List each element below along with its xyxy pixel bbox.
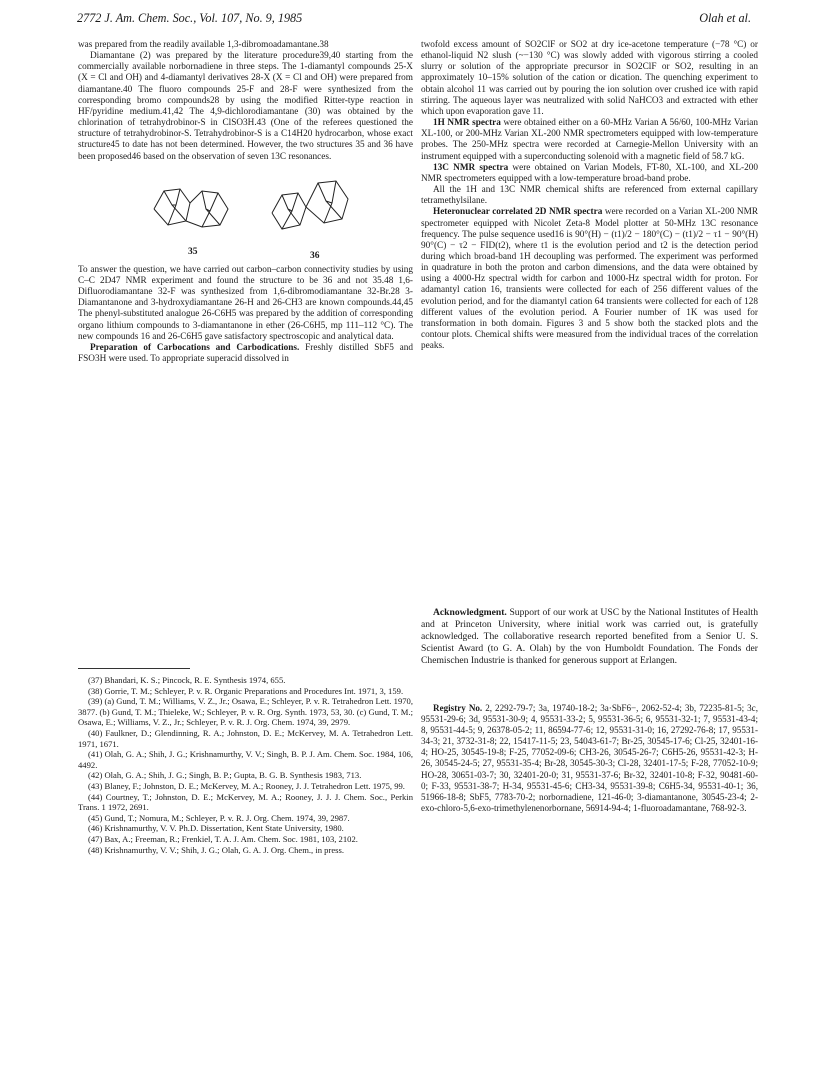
right-column: [421, 40, 758, 352]
structures-figure: [78, 169, 413, 265]
registry-heading: Registry No.: [433, 703, 483, 713]
section-heading: Preparation of Carbocations and Carbodications.: [90, 342, 300, 353]
reference-item: (41) Olah, G. A.; Shih, J. G.; Krishnamurthy, V. V.; Singh, B. P. J. Am. Chem. Soc. 1984, 106, 4492.: [78, 749, 413, 770]
reference-item: (44) Courtney, T.; Johnston, D. E.; McKervey, M. A.; Rooney, J. J. J. Chem. Soc., Perkin Trans. 1 1972, 2691.: [78, 791, 413, 813]
paragraph: [421, 207, 758, 352]
ack-text: Support of our work at USC by the National Institutes of Health and at Princeton University, where initial work was carried out, is gratefully acknowledged. The collaborative research reported benefited from a Senior U. S. Scientist Award (to G. A. Olah) by the von Humboldt Foundation. The Fonds der Chemischen Industrie is thanked for generous support at Erlangen.: [421, 607, 758, 667]
ack-heading: Acknowledgment.: [433, 607, 507, 618]
ack-paragraph: [421, 607, 758, 667]
footnote-rule: [78, 668, 190, 669]
reference-item: (48) Krishnamurthy, V. V.; Shih, J. G.; Olah, G. A. J. Org. Chem., in press.: [88, 844, 344, 855]
structure-36-label: 36: [310, 250, 320, 261]
reference-item: (38) Gorrie, T. M.; Schleyer, P. v. R. Organic Preparations and Procedures Int. 1971, 3, 159.: [88, 685, 404, 696]
registry-paragraph: [421, 703, 758, 814]
reference-item: (40) Faulkner, D.; Glendinning, R. A.; Johnston, D. E.; McKervey, M. A. Tetrahedron Lett. 1971, 1671.: [78, 727, 413, 749]
references-list: [78, 675, 413, 855]
paragraph-text: were obtained either on a 60-MHz Varian A 56/60, 100-MHz Varian XL-100, or 200-MHz Varian XL-200 NMR spectrometers equipped with low-temperature probes. The 250-MHz spectra were recorded at Carnegie-Mellon University with an instrument equipped with a superconducting solenoid with a magnetic field of 58.7 kG.: [421, 118, 758, 162]
reference-item: (37) Bhandari, K. S.; Pincock, R. E. Synthesis 1974, 655.: [88, 675, 286, 685]
reference-item: (42) Olah, G. A.; Shih, J. G.; Singh, B. P.; Gupta, B. G. B. Synthesis 1983, 713.: [88, 770, 362, 781]
section-heading: 13C NMR spectra: [433, 162, 509, 173]
paragraph: Diamantane (2) was prepared by the literature procedure39,40 starting from the commercially available norbornadiene in three steps. The 1-diamantyl compounds 25-X (X = Cl and OH) and 4-diamantyl derivatives 28-X (X = Cl and OH) were prepared from diamantane.40 The fluoro compounds 25-F and 28-F were synthesized from the corresponding bromo compounds28 by using the modified Ritter-type reaction in HF/pyridine medium.41,42 The 4,9-dichlorodiamantane (30) was obtained by the chlorination of tetrahydrobinor-S in ClSO3H.43 (One of the referees questioned the structure of tetrahydrobinor-S. Tetrahydrobinor-S is a C14H20 hydrocarbon, whose exact structure45 to date has not been determined. However, the two structures 35 and 36 have been proposed46 based on the observation of seven 13C resonances.: [78, 51, 413, 162]
page-header: [0, 0, 820, 30]
reference-item: (47) Bax, A.; Freeman, R.; Frenkiel, T. A. J. Am. Chem. Soc. 1981, 103, 2102.: [88, 833, 358, 844]
registry-text: 2, 2292-79-7; 3a, 19740-18-2; 3a·SbF6−, 2062-52-4; 3b, 72235-81-5; 3c, 95531-29-6; 3d, 95531-30-9; 4, 95531-33-2; 5, 95531-36-5; 6, 95531-32-1; 7, 95531-43-4; 8, 95531-44-5; 9, 26378-05-2; 11, 86594-77-6; 12, 95531-31-0; 16, 27292-76-8; 17, 95531-34-3; 21, 3732-31-8; 22, 15417-11-5; 23, 54043-61-7; Br-25, 30545-17-6; Cl-25, 32401-16-4; HO-25, 30545-19-8; F-25, 77052-09-6; CH3-26, 30545-26-7; C6H5-26, 95531-42-3; H-26, 30545-24-5; 27, 95531-35-4; Br-28, 30545-30-3; Cl-28, 32401-17-5; F-28, 77052-10-9; HO-28, 30651-03-7; 30, 32401-20-0; 31, 95531-37-6; Br-32, 32401-10-8; F-32, 90481-60-0; F-33, 95531-38-7; H-34, 95531-45-6; CH3-34, 95531-39-8; C6H5-34, 95531-40-1; 36, 51966-18-8; SbF5, 7783-70-2; norbornadiene, 121-46-0; 3-diamantanone, 30545-23-4; 2-exo-chloro-5,6-exo-trimethylenenorbornane, 56914-94-4; 1-fluoroadamantane, 768-92-3.: [421, 703, 758, 813]
section-heading: 1H NMR spectra: [433, 118, 501, 129]
paragraph-text: Freshly distilled SbF5 and FSO3H were used. To appropriate superacid dissolved in: [78, 342, 414, 364]
reference-item: (43) Blaney, F.; Johnston, D. E.; McKervey, M. A.; Rooney, J. J. Tetrahedron Lett. 1975, 99.: [88, 780, 405, 791]
paragraph: All the 1H and 13C NMR chemical shifts are referenced from external capillary tetramethylsilane.: [421, 185, 758, 207]
reference-item: (39) (a) Gund, T. M.; Williams, V. Z., Jr.; Osawa, E.; Schleyer, P. v. R. Tetrahedron Lett. 1970, 3877. (b) Gund, T. M.; Thieleke, W.; Schleyer, P. v. R. Org. Synth. 1973, 53, 30. (c) Gund, T. M.; Osawa, E.; Williams, V. Z., Jr.; Schleyer, P. v. R. J. Org. Chem. 1974, 39, 2979.: [78, 696, 413, 728]
author-running-head: Olah et al.: [699, 11, 751, 25]
reference-item: (46) Krishnamurthy, V. V. Ph.D. Dissertation, Kent State University, 1980.: [88, 823, 344, 834]
structure-35-label: 35: [188, 246, 198, 257]
paragraph: was prepared from the readily available 1,3-dibromoadamantane.38: [78, 40, 329, 50]
paragraph-text: were recorded on a Varian XL-200 NMR spectrometer equipped with Nicolet Zeta-8 Model plotter at 50-MHz 13C resonance frequency. The pulse sequence used16 is 90°(H) − (t1)/2 − 180°(C) − (t1)/2 − τ1 − 90°(H) 90°(C) − τ2 − FID(t2), where t1 is the evolution period and t2 is the detection period during which broad-band 1H decoupling was performed. The experiment was performed in quadrature in both the proton and carbon dimensions, and the data were obtained by using a 4000-Hz spectral width for carbon and 1000-Hz spectral width for proton. For adamantyl cation 16, transients were collected for each of 256 different values of the evolution period, and for the diamantyl cation 64 transients were collected for each of 128 different values of the evolution period. A Fourier number of 1K was used for transformation in both domain. Figures 3 and 5 show both the stacked plots and the contour plots. Chemical shifts were measured from the individual traces of the correlation peaks.: [421, 207, 758, 352]
section-heading: Heteronuclear correlated 2D NMR spectra: [433, 207, 603, 218]
left-column: [78, 40, 413, 365]
paragraph: To answer the question, we have carried out carbon–carbon connectivity studies by using C–C 2D47 NMR experiment and found the structure to be 36 and not 35.48 1,6-Difluorodiamantane 32-F was synthesized from 1,6-dibromodiamantane 32-Br.28 3-Diamantanone and 3-hydroxydiamantane 26-H and 26-CH3 are known compounds.44,45 The phenyl-substituted analogue 26-C6H5 was prepared by the addition of corresponding organo lithium compounds to 3-diamantanone in ether (26-C6H5, mp 111–112 °C). The new compounds 16 and 26-C6H5 gave satisfactory spectroscopic and analytical data.: [78, 264, 413, 342]
paragraph: [78, 343, 413, 365]
registry-numbers: [421, 703, 758, 814]
acknowledgment: [421, 607, 758, 667]
journal-citation: 2772 J. Am. Chem. Soc., Vol. 107, No. 9, 1985: [77, 11, 303, 25]
paragraph: [421, 118, 758, 163]
structure-36-drawing: [266, 169, 358, 249]
paragraph: [421, 163, 758, 185]
reference-item: (45) Gund, T.; Nomura, M.; Schleyer, P. v. R. J. Org. Chem. 1974, 39, 2987.: [88, 812, 350, 823]
paragraph: twofold excess amount of SO2ClF or SO2 at dry ice-acetone temperature (−78 °C) or ethanol-liquid N2 slush (~−130 °C) was slowly added with vigorous stirring a cooled slurry or solution of the appropriate precursor in SO2ClF or SO2, resulting in an approximately 10–15% solution of the cation or dication. The quenching experiment to obtain alcohol 11 was carried out by pouring the ion solution over crushed ice with rapid stirring. The aqueous layer was neutralized with solid NaHCO3 and extracted with ether which upon evaporation gave 11.: [421, 40, 758, 117]
structure-35-drawing: [146, 169, 236, 247]
paragraph-text: were obtained on Varian Models, FT-80, XL-100, and XL-200 NMR spectrometers equipped with a low-temperature broad-band probe.: [421, 162, 758, 184]
